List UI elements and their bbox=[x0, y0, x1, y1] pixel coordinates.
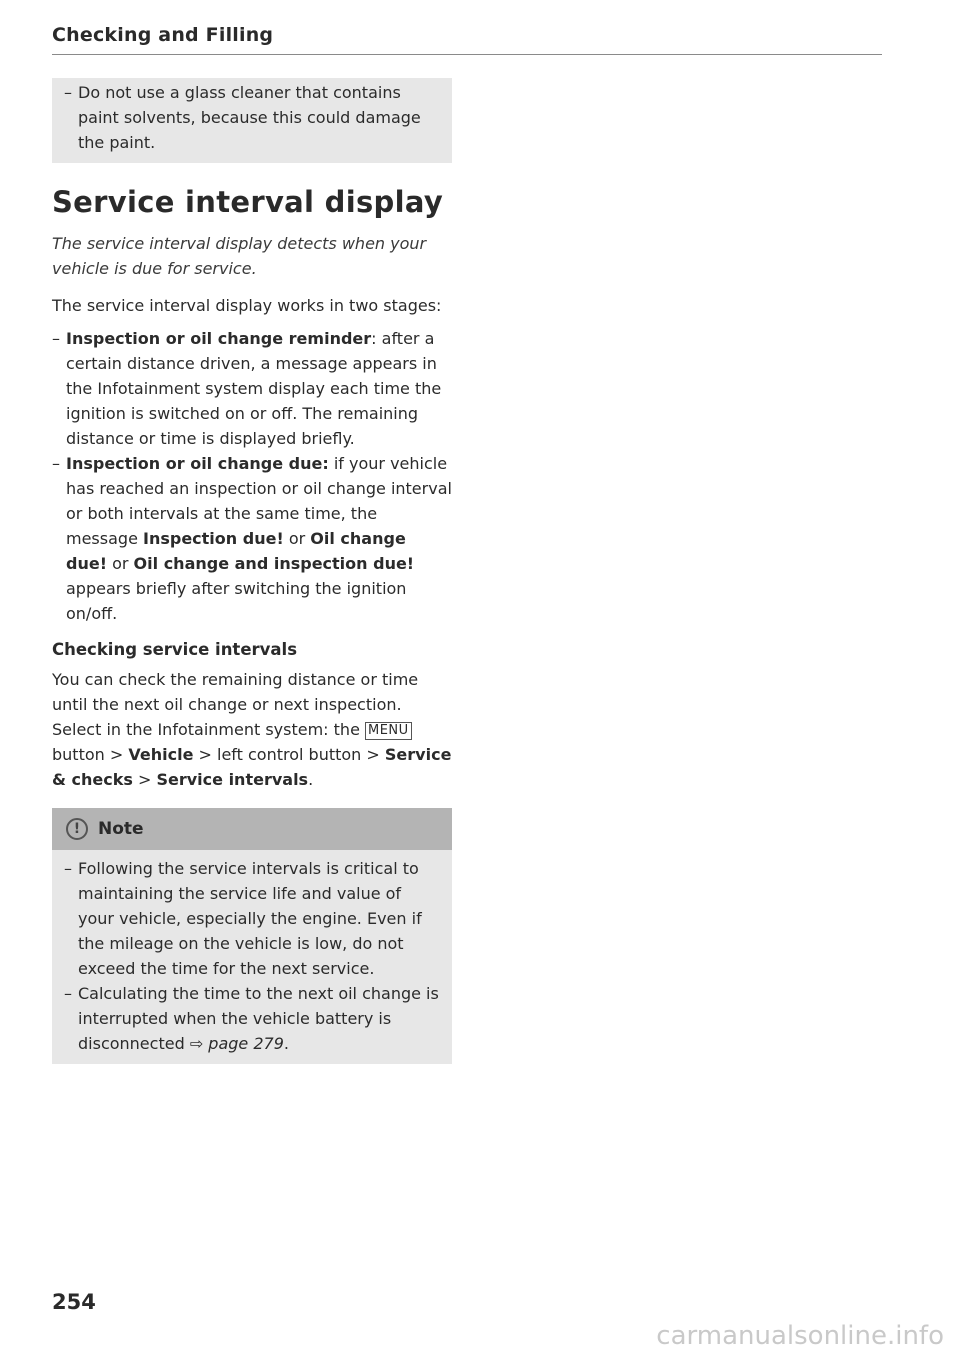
menu-path-vehicle: Vehicle bbox=[128, 745, 194, 764]
item-text: : after a certain distance driven, a message appears in the Infotainment system display each time the ignition is switched on or off. The remaining distance or time is displayed briefly. bbox=[66, 329, 442, 448]
page-number: 254 bbox=[52, 1290, 96, 1314]
list-item: – Inspection or oil change due: if your vehicle has reached an inspection or oil change interval or both intervals at the same time, the message Inspection due! or Oil change due! or Oil change and inspection due! appears briefly after switching the ignition on/off. bbox=[52, 454, 452, 623]
header-title: Checking and Filling bbox=[52, 24, 274, 46]
check-paragraph: You can check the remaining distance or time until the next oil change or next inspection. Select in the Infotainment system: the MENU button > Vehicle > left control button > Service & checks > Service intervals. bbox=[52, 670, 452, 789]
list-item: – Calculating the time to the next oil change is interrupted when the vehicle battery is disconnected ⇨ page 279. bbox=[64, 984, 439, 1053]
list-item: – Following the service intervals is critical to maintaining the service life and value of your vehicle, especially the engine. Even if the mileage on the vehicle is low, do not exceed the time for the next service. bbox=[64, 859, 422, 978]
exclamation-icon: ! bbox=[66, 818, 88, 840]
list-item: – Do not use a glass cleaner that contains paint solvents, because this could damage the paint. bbox=[64, 83, 421, 152]
stage-list bbox=[52, 326, 452, 626]
item-term: Inspection or oil change due: bbox=[66, 454, 329, 473]
sub-heading: Checking service intervals bbox=[52, 640, 298, 659]
menu-path-service-intervals: Service intervals bbox=[156, 770, 309, 789]
note-box bbox=[52, 808, 452, 1064]
section-intro: The service interval display detects when your vehicle is due for service. bbox=[52, 234, 427, 278]
note-body bbox=[52, 850, 452, 1064]
note-title: Note bbox=[98, 819, 144, 839]
watermark: carmanualsonline.info bbox=[656, 1321, 944, 1351]
caution-continuation-box bbox=[52, 78, 452, 163]
list-item: – Inspection or oil change reminder: after a certain distance driven, a message appears in the Infotainment system display each time the ignition is switched on or off. The remaining distance or time is displayed briefly. bbox=[52, 329, 442, 448]
page-reference-link[interactable]: ⇨ page 279 bbox=[189, 1034, 284, 1053]
lead-paragraph: The service interval display works in two stages: bbox=[52, 296, 442, 315]
message-oil-and-inspection-due: Oil change and inspection due! bbox=[133, 554, 415, 573]
message-inspection-due: Inspection due! bbox=[143, 529, 284, 548]
bullet-text: Do not use a glass cleaner that contains paint solvents, because this could damage the paint. bbox=[78, 83, 421, 152]
menu-key: MENU bbox=[365, 722, 412, 740]
message-oil-change-due: Oil change due! bbox=[66, 529, 406, 573]
menu-path-service-checks: Service & checks bbox=[52, 745, 452, 789]
item-term: Inspection or oil change reminder bbox=[66, 329, 372, 348]
section-title: Service interval display bbox=[52, 185, 444, 219]
page-header bbox=[52, 24, 882, 55]
main-column bbox=[52, 78, 452, 1064]
note-header bbox=[52, 808, 452, 850]
